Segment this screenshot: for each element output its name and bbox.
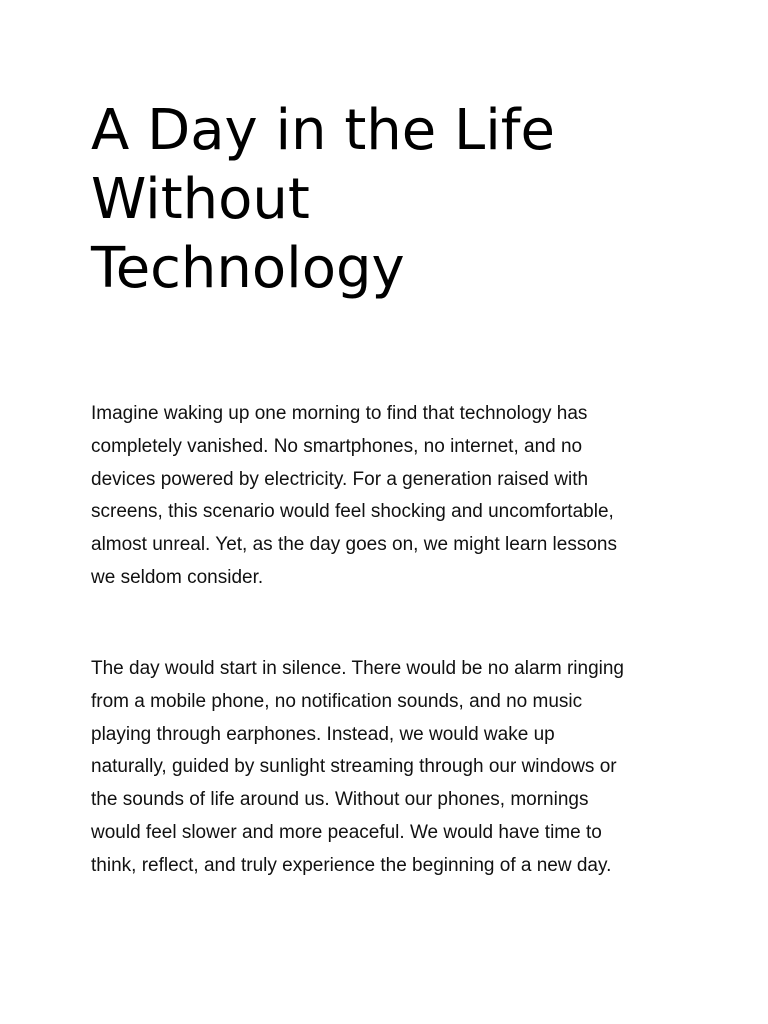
- title-line: A Day in the Life: [91, 98, 555, 163]
- paragraph-line: almost unreal. Yet, as the day goes on, we might learn lessons: [91, 534, 617, 556]
- paragraph-line: completely vanished. No smartphones, no internet, and no: [91, 435, 583, 457]
- paragraph-line: playing through earphones. Instead, we would wake up: [91, 723, 555, 745]
- paragraph-line: The day would start in silence. There would be no alarm ringing: [91, 658, 624, 679]
- paragraph-line: we seldom consider.: [91, 566, 264, 588]
- document-title: [91, 96, 691, 303]
- title-line: Without: [91, 167, 310, 232]
- paragraph-line: would feel slower and more peaceful. We would have time to: [91, 821, 602, 843]
- paragraph-line: devices powered by electricity. For a generation raised with: [91, 468, 589, 490]
- paragraph-line: Imagine waking up one morning to find that technology has: [91, 403, 588, 424]
- paragraph-intro: [91, 398, 691, 595]
- paragraph-line: naturally, guided by sunlight streaming through our windows or: [91, 756, 617, 778]
- paragraph-line: the sounds of life around us. Without our phones, mornings: [91, 789, 589, 811]
- paragraph-line: screens, this scenario would feel shocking and uncomfortable,: [91, 501, 614, 523]
- paragraph-line: think, reflect, and truly experience the beginning of a new day.: [91, 854, 612, 876]
- paragraph-line: from a mobile phone, no notification sounds, and no music: [91, 690, 583, 712]
- paragraph-morning: [91, 653, 691, 883]
- title-line: Technology: [91, 236, 405, 301]
